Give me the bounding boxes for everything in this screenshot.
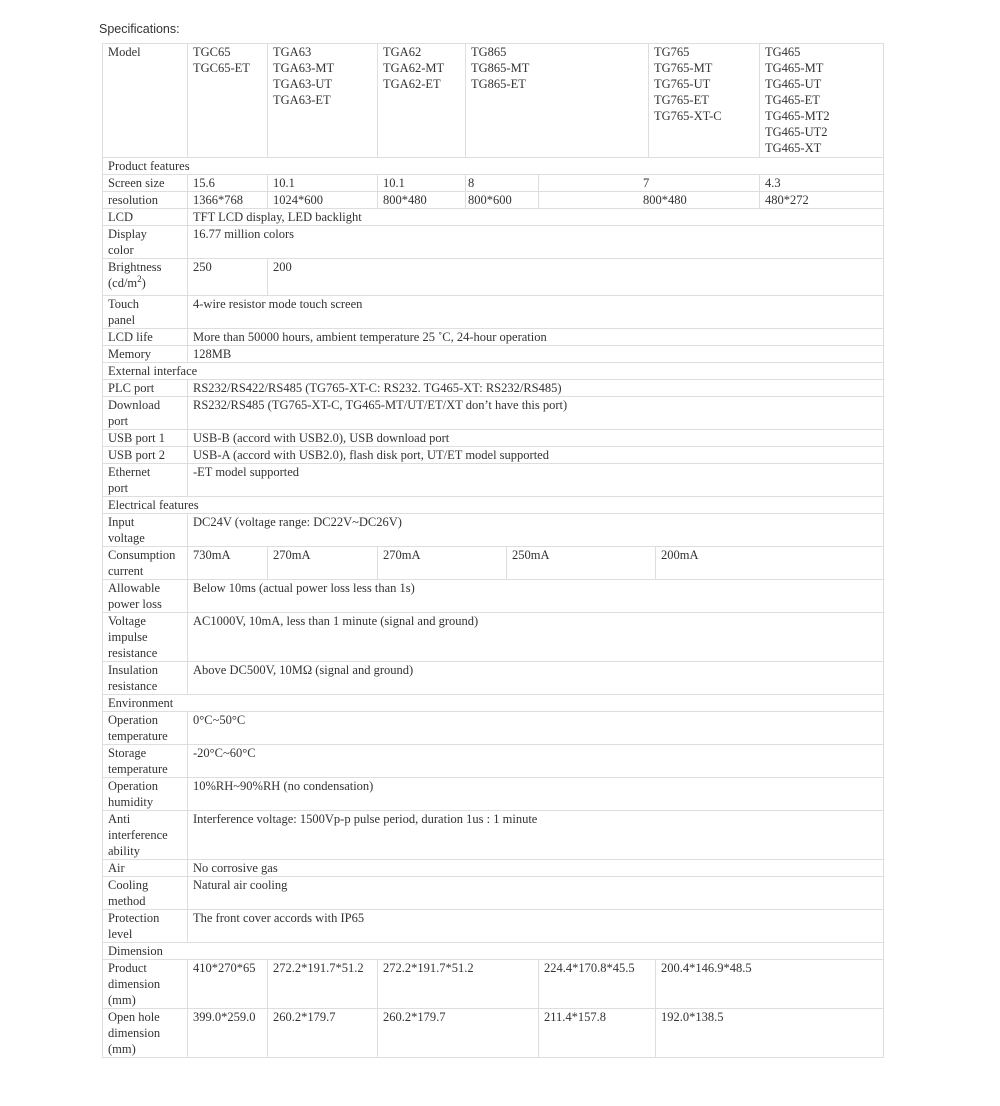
download-port-value: RS232/RS485 (TG765-XT-C, TG465-MT/UT/ET/XT don’t have this port) bbox=[188, 397, 884, 430]
section-environment bbox=[103, 695, 884, 712]
brightness-value: 250 bbox=[188, 259, 268, 296]
screen-size-value: 8 bbox=[466, 175, 539, 192]
resolution-label: resolution bbox=[103, 192, 188, 209]
cooling-method-row bbox=[103, 877, 884, 910]
section-header: Product features bbox=[103, 158, 884, 175]
screen-size-value: 7 bbox=[539, 175, 760, 192]
anti-interference-value: Interference voltage: 1500Vp-p pulse period, duration 1us : 1 minute bbox=[188, 811, 884, 860]
storage-temperature-label: Storage temperature bbox=[103, 745, 188, 778]
ethernet-port-value: -ET model supported bbox=[188, 464, 884, 497]
plc-port-value: RS232/RS422/RS485 (TG765-XT-C: RS232. TG465-XT: RS232/RS485) bbox=[188, 380, 884, 397]
section-header: External interface bbox=[103, 363, 884, 380]
touch-panel-label: Touch panel bbox=[103, 296, 188, 329]
model-tgc65: TGC65 TGC65-ET bbox=[188, 44, 268, 158]
product-dimension-value: 272.2*191.7*51.2 bbox=[378, 960, 539, 1009]
usb-port-2-value: USB-A (accord with USB2.0), flash disk port, UT/ET model supported bbox=[188, 447, 884, 464]
brightness-label-end: ) bbox=[141, 276, 146, 290]
open-hole-dimension-value: 260.2*179.7 bbox=[268, 1009, 378, 1058]
insulation-resistance-label: Insulation resistance bbox=[103, 662, 188, 695]
product-dimension-row bbox=[103, 960, 884, 1009]
model-tg765: TG765 TG765-MT TG765-UT TG765-ET TG765-XT-C bbox=[649, 44, 760, 158]
resolution-row bbox=[103, 192, 884, 209]
input-voltage-row bbox=[103, 514, 884, 547]
ethernet-port-row bbox=[103, 464, 884, 497]
brightness-label bbox=[103, 259, 188, 296]
operation-humidity-label: Operation humidity bbox=[103, 778, 188, 811]
section-header: Electrical features bbox=[103, 497, 884, 514]
lcd-row bbox=[103, 209, 884, 226]
section-product-features bbox=[103, 158, 884, 175]
air-value: No corrosive gas bbox=[188, 860, 884, 877]
input-voltage-value: DC24V (voltage range: DC22V~DC26V) bbox=[188, 514, 884, 547]
plc-port-row bbox=[103, 380, 884, 397]
consumption-current-value: 250mA bbox=[507, 547, 656, 580]
usb-port-2-label: USB port 2 bbox=[103, 447, 188, 464]
operation-temperature-row bbox=[103, 712, 884, 745]
lcd-life-value: More than 50000 hours, ambient temperature 25 ˚C, 24-hour operation bbox=[188, 329, 884, 346]
open-hole-dimension-value: 211.4*157.8 bbox=[539, 1009, 656, 1058]
display-color-row bbox=[103, 226, 884, 259]
open-hole-dimension-value: 192.0*138.5 bbox=[656, 1009, 884, 1058]
ethernet-port-label: Ethernet port bbox=[103, 464, 188, 497]
open-hole-dimension-value: 260.2*179.7 bbox=[378, 1009, 539, 1058]
protection-level-row bbox=[103, 910, 884, 943]
screen-size-label: Screen size bbox=[103, 175, 188, 192]
model-label: Model bbox=[103, 44, 188, 158]
usb-port-1-row bbox=[103, 430, 884, 447]
display-color-value: 16.77 million colors bbox=[188, 226, 884, 259]
operation-humidity-value: 10%RH~90%RH (no condensation) bbox=[188, 778, 884, 811]
allowable-power-loss-row bbox=[103, 580, 884, 613]
memory-row bbox=[103, 346, 884, 363]
plc-port-label: PLC port bbox=[103, 380, 188, 397]
section-electrical-features bbox=[103, 497, 884, 514]
resolution-value: 800*480 bbox=[539, 192, 760, 209]
consumption-current-label: Consumption current bbox=[103, 547, 188, 580]
model-row bbox=[103, 44, 884, 158]
product-dimension-label: Product dimension (mm) bbox=[103, 960, 188, 1009]
screen-size-value: 10.1 bbox=[378, 175, 466, 192]
voltage-impulse-resistance-label: Voltage impulse resistance bbox=[103, 613, 188, 662]
product-dimension-value: 200.4*146.9*48.5 bbox=[656, 960, 884, 1009]
model-tg865: TG865 TG865-MT TG865-ET bbox=[466, 44, 649, 158]
consumption-current-value: 270mA bbox=[268, 547, 378, 580]
screen-size-value: 4.3 bbox=[760, 175, 884, 192]
open-hole-dimension-row bbox=[103, 1009, 884, 1058]
download-port-row bbox=[103, 397, 884, 430]
screen-size-value: 15.6 bbox=[188, 175, 268, 192]
operation-temperature-label: Operation temperature bbox=[103, 712, 188, 745]
section-header: Environment bbox=[103, 695, 884, 712]
model-tg465: TG465 TG465-MT TG465-UT TG465-ET TG465-MT2 TG465-UT2 TG465-XT bbox=[760, 44, 884, 158]
air-row bbox=[103, 860, 884, 877]
storage-temperature-value: -20°C~60°C bbox=[188, 745, 884, 778]
page-title: Specifications: bbox=[99, 22, 180, 36]
anti-interference-label: Anti interference ability bbox=[103, 811, 188, 860]
resolution-value: 1024*600 bbox=[268, 192, 378, 209]
operation-temperature-value: 0°C~50°C bbox=[188, 712, 884, 745]
usb-port-1-label: USB port 1 bbox=[103, 430, 188, 447]
usb-port-1-value: USB-B (accord with USB2.0), USB download port bbox=[188, 430, 884, 447]
insulation-resistance-value: Above DC500V, 10MΩ (signal and ground) bbox=[188, 662, 884, 695]
product-dimension-value: 224.4*170.8*45.5 bbox=[539, 960, 656, 1009]
resolution-value: 480*272 bbox=[760, 192, 884, 209]
lcd-value: TFT LCD display, LED backlight bbox=[188, 209, 884, 226]
brightness-label-sup: 2 bbox=[137, 273, 142, 284]
screen-size-value: 10.1 bbox=[268, 175, 378, 192]
allowable-power-loss-value: Below 10ms (actual power loss less than 1s) bbox=[188, 580, 884, 613]
voltage-impulse-resistance-value: AC1000V, 10mA, less than 1 minute (signal and ground) bbox=[188, 613, 884, 662]
brightness-row bbox=[103, 259, 884, 296]
lcd-label: LCD bbox=[103, 209, 188, 226]
anti-interference-row bbox=[103, 811, 884, 860]
storage-temperature-row bbox=[103, 745, 884, 778]
product-dimension-value: 272.2*191.7*51.2 bbox=[268, 960, 378, 1009]
model-tga63: TGA63 TGA63-MT TGA63-UT TGA63-ET bbox=[268, 44, 378, 158]
protection-level-label: Protection level bbox=[103, 910, 188, 943]
memory-label: Memory bbox=[103, 346, 188, 363]
memory-value: 128MB bbox=[188, 346, 884, 363]
allowable-power-loss-label: Allowable power loss bbox=[103, 580, 188, 613]
insulation-resistance-row bbox=[103, 662, 884, 695]
touch-panel-value: 4-wire resistor mode touch screen bbox=[188, 296, 884, 329]
cooling-method-value: Natural air cooling bbox=[188, 877, 884, 910]
consumption-current-value: 200mA bbox=[656, 547, 884, 580]
consumption-current-row bbox=[103, 547, 884, 580]
section-external-interface bbox=[103, 363, 884, 380]
model-tga62: TGA62 TGA62-MT TGA62-ET bbox=[378, 44, 466, 158]
protection-level-value: The front cover accords with IP65 bbox=[188, 910, 884, 943]
section-dimension bbox=[103, 943, 884, 960]
display-color-label: Display color bbox=[103, 226, 188, 259]
usb-port-2-row bbox=[103, 447, 884, 464]
consumption-current-value: 730mA bbox=[188, 547, 268, 580]
resolution-value: 800*480 bbox=[378, 192, 466, 209]
screen-size-row bbox=[103, 175, 884, 192]
resolution-value: 800*600 bbox=[466, 192, 539, 209]
download-port-label: Download port bbox=[103, 397, 188, 430]
resolution-value: 1366*768 bbox=[188, 192, 268, 209]
brightness-value: 200 bbox=[268, 259, 884, 296]
section-header: Dimension bbox=[103, 943, 884, 960]
input-voltage-label: Input voltage bbox=[103, 514, 188, 547]
open-hole-dimension-label: Open hole dimension (mm) bbox=[103, 1009, 188, 1058]
air-label: Air bbox=[103, 860, 188, 877]
voltage-impulse-resistance-row bbox=[103, 613, 884, 662]
consumption-current-value: 270mA bbox=[378, 547, 507, 580]
lcd-life-label: LCD life bbox=[103, 329, 188, 346]
brightness-label-main: Brightness (cd/m bbox=[108, 260, 162, 290]
touch-panel-row bbox=[103, 296, 884, 329]
product-dimension-value: 410*270*65 bbox=[188, 960, 268, 1009]
specifications-table bbox=[102, 43, 884, 1058]
lcd-life-row bbox=[103, 329, 884, 346]
open-hole-dimension-value: 399.0*259.0 bbox=[188, 1009, 268, 1058]
cooling-method-label: Cooling method bbox=[103, 877, 188, 910]
operation-humidity-row bbox=[103, 778, 884, 811]
